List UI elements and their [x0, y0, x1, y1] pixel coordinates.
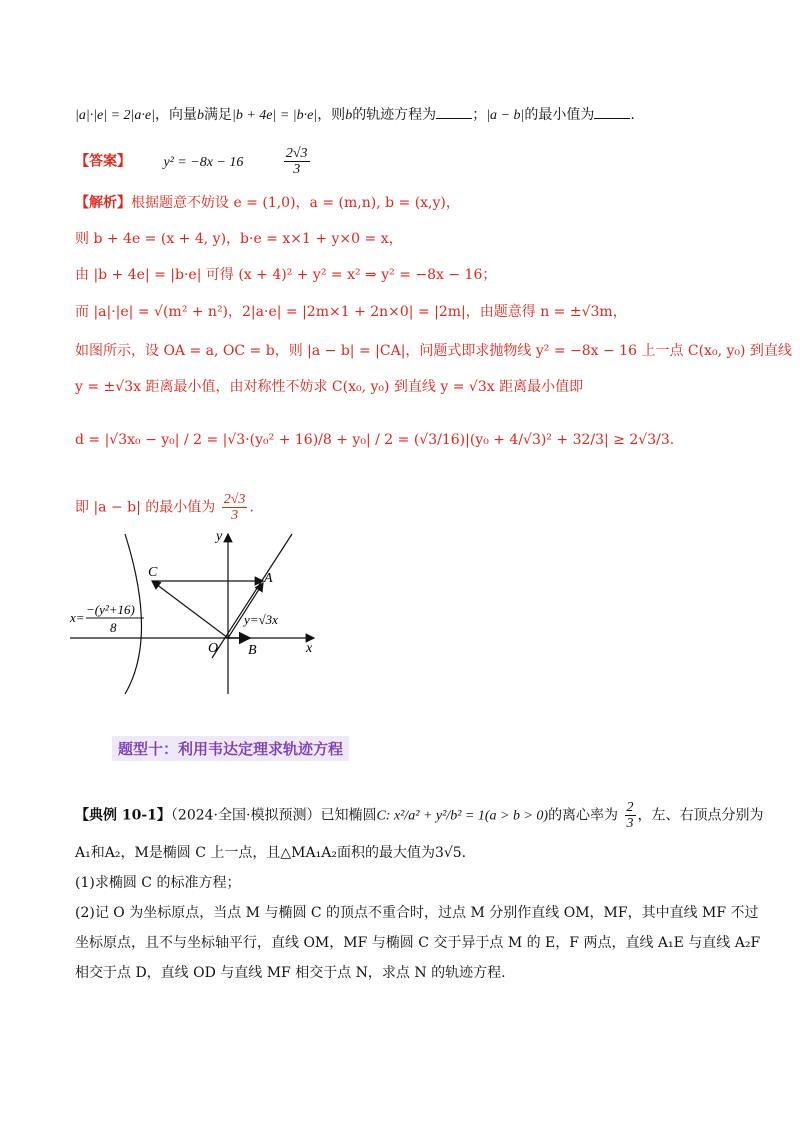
solution-text: 即 |a − b| 的最小值为	[75, 499, 216, 516]
problem-line	[75, 104, 635, 124]
vector-OA	[228, 583, 263, 638]
question-2-line-1: (2)记 O 为坐标原点，当点 M 与椭圆 C 的顶点不重合时，过点 M 分别作直线 OM，MF，其中直线 MF 不过	[75, 905, 759, 921]
solution-line-5: 如图所示，设 OA = a, OC = b，则 |a − b| = |CA|，问题式即求抛物线 y² = −8x − 16 上一点 C(x₀, y₀) 到直线	[75, 343, 792, 359]
answer-equation: y² = −8x − 16	[163, 154, 244, 170]
problem-text: ，向量	[154, 107, 197, 123]
example-line-2: A₁和A₂，M是椭圆 C 上一点，且△MA₁A₂面积的最大值为3√5.	[75, 845, 467, 861]
example-source: （2024·全国·模拟预测）	[170, 807, 321, 824]
problem-expression: |a − b|	[486, 108, 525, 123]
solution-line-1	[75, 192, 460, 212]
problem-text: ；	[472, 107, 487, 123]
question-1: (1)求椭圆 C 的标准方程；	[75, 875, 241, 891]
fraction-numerator: 2√3	[223, 492, 246, 507]
label-x: x	[306, 641, 313, 656]
example-text: 已知椭圆	[320, 807, 377, 824]
problem-condition-2: |b + 4e| = |b·e|	[231, 108, 318, 123]
section-title: 题型十：利用韦达定理求轨迹方程	[112, 736, 349, 761]
label-B: B	[248, 643, 257, 658]
label-parabola-pre: x=	[70, 610, 85, 625]
fraction-denominator: 3	[626, 816, 634, 831]
label-parabola-den: 8	[110, 620, 117, 635]
label-parabola-num: −(y²+16)	[86, 602, 135, 617]
eccentricity-fraction	[625, 800, 636, 831]
solution-line-7: d = |√3x₀ − y₀| / 2 = |√3·(y₀² + 16)/8 + y₀| / 2 = (√3/16)|(y₀ + 4/√3)² + 32/3| ≥ 2√3/3.	[75, 432, 675, 448]
solution-text: 根据题意不妨设 e = (1,0)，a = (m,n), b = (x,y)，	[131, 195, 460, 211]
answer-min-fraction	[284, 146, 310, 177]
answer-line	[75, 146, 312, 177]
problem-text: 满足	[203, 107, 232, 123]
solution-text: .	[249, 499, 254, 516]
vector-OC	[152, 581, 228, 638]
coordinate-figure	[70, 528, 330, 698]
fraction-denominator: 3	[231, 508, 239, 523]
fraction-denominator: 3	[293, 162, 301, 177]
solution-line-6: y = ±√3x 距离最小值，由对称性不妨求 C(x₀, y₀) 到直线 y = √3x 距离最小值即	[75, 379, 584, 395]
example-line-1	[75, 800, 764, 831]
answer-blank	[436, 106, 472, 119]
solution-line-2: 则 b + 4e = (x + 4, y)，b·e = x×1 + y×0 = x，	[75, 231, 403, 247]
fraction-numerator: 2	[626, 800, 634, 815]
question-2-line-3: 相交于点 D，直线 OD 与直线 MF 相交于点 N，求点 N 的轨迹方程.	[75, 965, 506, 981]
question-2-line-2: 坐标原点，且不与坐标轴平行，直线 OM，MF 与椭圆 C 交于异于点 M 的 E，F 两点，直线 A₁E 与直线 A₂F	[75, 935, 761, 951]
fraction-numerator: 2√3	[285, 146, 308, 161]
ellipse-equation: C: x²/a² + y²/b² = 1(a > b > 0)	[376, 808, 549, 824]
solution-label: 【解析】	[75, 195, 131, 211]
line-sqrt3x	[212, 534, 292, 658]
problem-condition: |a|·|e| = 2|a·e|	[75, 108, 155, 123]
vector-b: b	[196, 108, 204, 123]
solution-line-3: 由 |b + 4e| = |b·e| 可得 (x + 4)² + y² = x² ⇒ y² = −8x − 16；	[75, 267, 497, 283]
problem-text: 的最小值为	[524, 107, 595, 123]
label-C: C	[148, 565, 158, 580]
solution-line-8	[75, 492, 254, 523]
answer-label: 【答案】	[75, 153, 131, 170]
label-A: A	[264, 571, 273, 586]
solution-min-fraction	[222, 492, 248, 523]
problem-text: 的轨迹方程为	[352, 107, 437, 123]
answer-blank	[594, 106, 630, 119]
vector-b: b	[345, 108, 353, 123]
example-label: 【典例 10-1】	[75, 807, 171, 824]
label-line: y=√3x	[244, 612, 278, 627]
example-text: 的离心率为	[548, 807, 619, 824]
problem-text: ，则	[317, 107, 346, 123]
solution-line-4: 而 |a|·|e| = √(m² + n²)，2|a·e| = |2m×1 + 2n×0| = |2m|，由题意得 n = ±√3m，	[75, 304, 627, 320]
label-y: y	[216, 529, 223, 544]
example-text: ，左、右顶点分别为	[637, 807, 764, 824]
problem-text: .	[630, 107, 635, 123]
label-O: O	[208, 641, 219, 656]
